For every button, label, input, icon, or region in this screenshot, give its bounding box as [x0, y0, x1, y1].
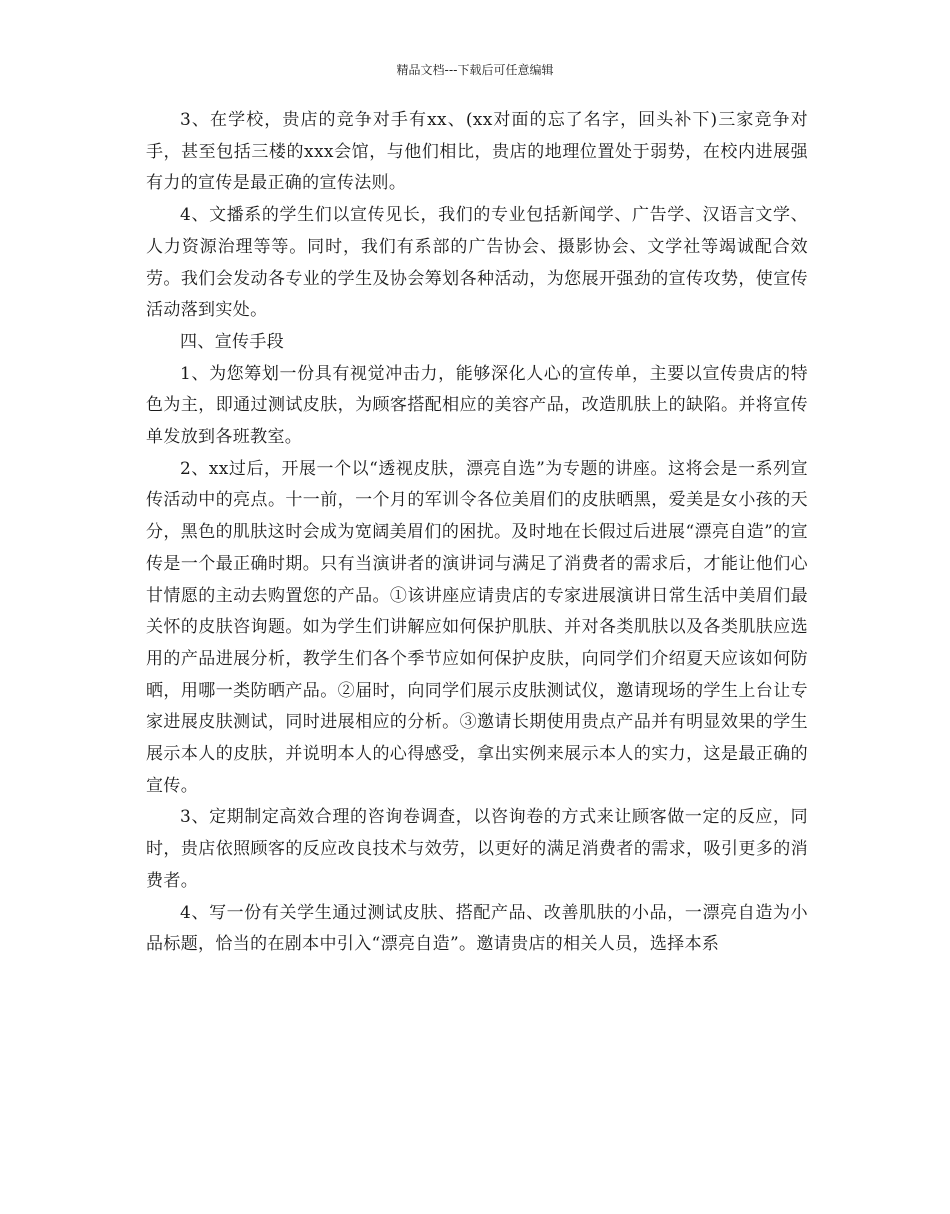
paragraph-department-strength: 4、文播系的学生们以宣传见长，我们的专业包括新闻学、广告学、汉语言文学、人力资源治理等等。同时，我们有系部的广告协会、摄影协会、文学社等竭诚配合效劳。我们会发动各专业的学生及协会筹划各种活动，为您展开强劲的宣传攻势，使宣传活动落到实处。 [146, 205, 808, 321]
paragraph-competitors: 3、在学校，贵店的竞争对手有xx、(xx对面的忘了名字，回头补下)三家竞争对手，甚至包括三楼的xxx会馆，与他们相比，贵店的地理位置处于弱势，在校内进展强有力的宣传是最正确的宣传法则。 [146, 110, 808, 194]
paragraph-survey: 3、定期制定高效合理的咨询卷调查，以咨询卷的方式来让顾客做一定的反应，同时，贵店依照顾客的反应改良技术与效劳，以更好的满足消费者的需求，吸引更多的消费者。 [146, 807, 808, 891]
document-body [146, 105, 808, 961]
paragraph-lecture: 2、xx过后，开展一个以“透视皮肤，漂亮自选”为专题的讲座。这将会是一系列宣传活动中的亮点。十一前，一个月的军训令各位美眉们的皮肤晒黑，爱美是女小孩的天分，黑色的肌肤这时会成为宽阔美眉们的困扰。及时地在长假过后进展“漂亮自造”的宣传是一个最正确时期。只有当演讲者的演讲词与满足了消费者的需求后，才能让他们心甘情愿的主动去购置您的产品。①该讲座应请贵店的专家进展演讲日常生活中美眉们最关怀的皮肤咨询题。如为学生们讲解应如何保护肌肤、并对各类肌肤以及各类肌肤应选用的产品进展分析，教学生们各个季节应如何保护皮肤，向同学们介绍夏天应该如何防晒，用哪一类防晒产品。②届时，向同学们展示皮肤测试仪，邀请现场的学生上台让专家进展皮肤测试，同时进展相应的分析。③邀请长期使用贵点产品并有明显效果的学生展示本人的皮肤，并说明本人的心得感受，拿出实例来展示本人的实力，这是最正确的宣传。 [146, 458, 808, 796]
paragraph-skit: 4、写一份有关学生通过测试皮肤、搭配产品、改善肌肤的小品，一漂亮自造为小品标题，恰当的在剧本中引入“漂亮自造”。邀请贵店的相关人员，选择本系 [146, 902, 808, 955]
page-header: 精品文档---下载后可任意编辑 [396, 63, 554, 77]
section-heading-promotion-means: 四、宣传手段 [180, 331, 285, 352]
paragraph-flyer: 1、为您筹划一份具有视觉冲击力，能够深化人心的宣传单，主要以宣传贵店的特色为主，即通过测试皮肤，为顾客搭配相应的美容产品，改造肌肤上的缺陷。并将宣传单发放到各班教室。 [146, 363, 808, 448]
